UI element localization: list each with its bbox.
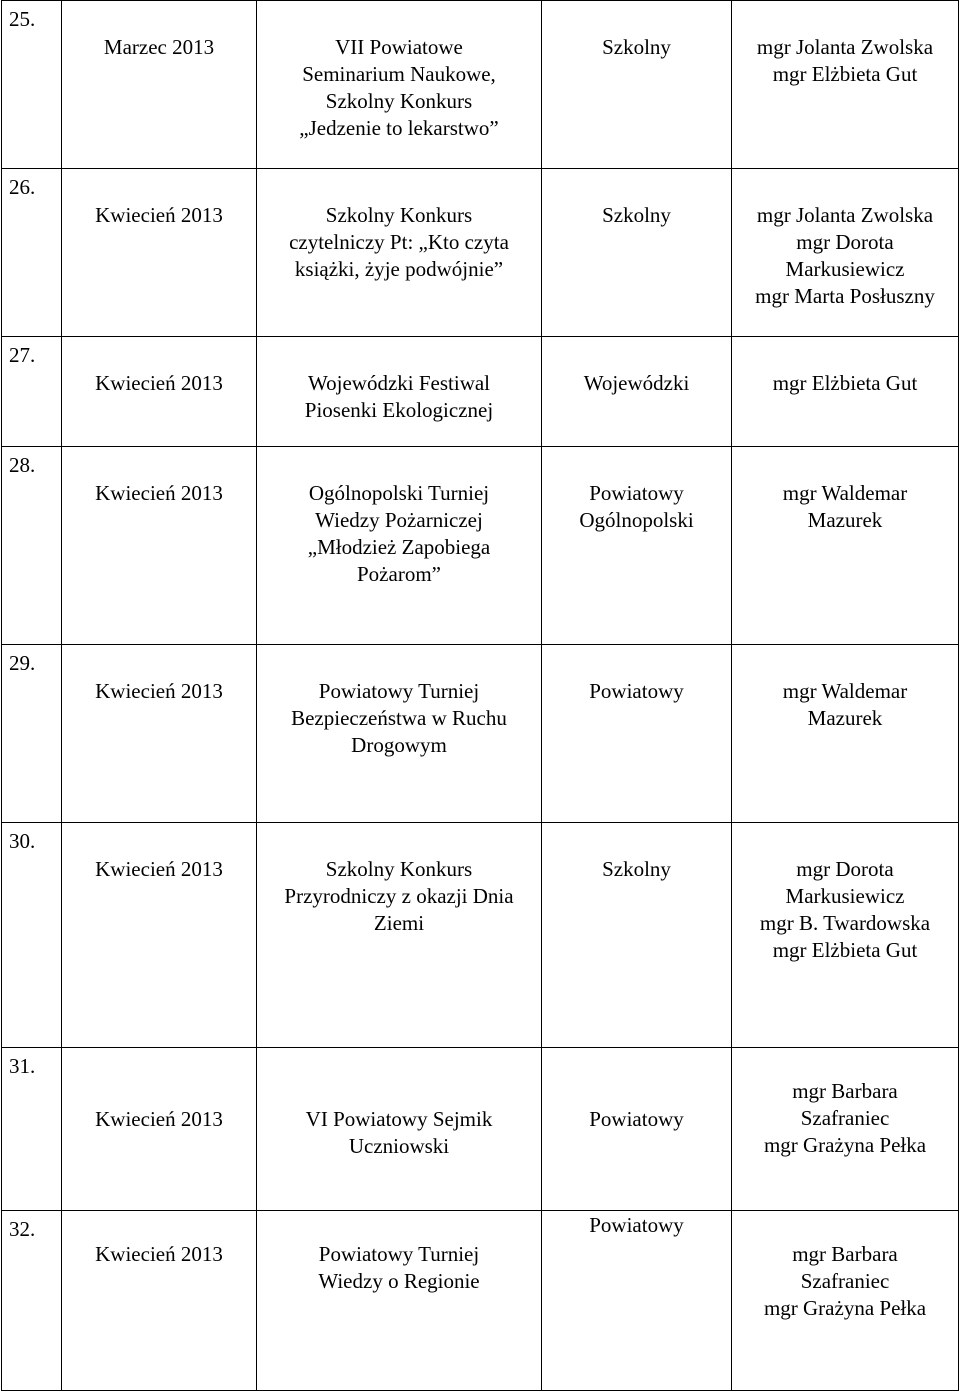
organizer-line: Markusiewicz bbox=[785, 257, 905, 281]
event-date bbox=[62, 645, 257, 823]
event-line: Bezpieczeństwa w Ruchu bbox=[291, 706, 507, 730]
event-scope bbox=[542, 1048, 732, 1211]
row-number: 27. bbox=[2, 337, 62, 447]
scope-line: Powiatowy bbox=[589, 481, 684, 505]
event-date bbox=[62, 823, 257, 1048]
event-organizers bbox=[732, 1, 959, 169]
organizer-line: mgr Marta Posłuszny bbox=[755, 284, 935, 308]
event-line: „Młodzież Zapobiega bbox=[307, 535, 491, 559]
event-line: Seminarium Naukowe, bbox=[302, 62, 496, 86]
event-title bbox=[257, 169, 542, 337]
table-row bbox=[2, 337, 959, 447]
date-line: Marzec 2013 bbox=[103, 35, 215, 59]
event-line: Powiatowy Turniej bbox=[318, 679, 480, 703]
table-row bbox=[2, 823, 959, 1048]
event-scope bbox=[542, 645, 732, 823]
table-row bbox=[2, 645, 959, 823]
organizer-line: mgr Jolanta Zwolska bbox=[756, 35, 934, 59]
event-date bbox=[62, 1, 257, 169]
date-line: Kwiecień 2013 bbox=[95, 679, 223, 703]
event-date bbox=[62, 447, 257, 645]
event-line: „Jedzenie to lekarstwo” bbox=[299, 116, 499, 140]
organizer-line: mgr Dorota bbox=[796, 857, 894, 881]
scope-line: Szkolny bbox=[602, 203, 671, 227]
event-organizers bbox=[732, 337, 959, 447]
event-date bbox=[62, 169, 257, 337]
event-line: Wiedzy o Regionie bbox=[318, 1269, 480, 1293]
event-line: Uczniowski bbox=[348, 1134, 450, 1158]
scope-line: Szkolny bbox=[602, 857, 671, 881]
event-line: Powiatowy Turniej bbox=[318, 1242, 480, 1266]
row-number: 29. bbox=[2, 645, 62, 823]
table-row bbox=[2, 169, 959, 337]
events-table bbox=[1, 0, 959, 1391]
event-title bbox=[257, 823, 542, 1048]
event-organizers bbox=[732, 823, 959, 1048]
row-number: 32. bbox=[2, 1211, 62, 1391]
row-number: 25. bbox=[2, 1, 62, 169]
event-organizers bbox=[732, 447, 959, 645]
organizer-line: mgr B. Twardowska bbox=[759, 911, 931, 935]
event-scope bbox=[542, 1, 732, 169]
date-line: Kwiecień 2013 bbox=[95, 203, 223, 227]
organizer-line: Mazurek bbox=[807, 706, 883, 730]
event-title bbox=[257, 1211, 542, 1391]
event-date bbox=[62, 1048, 257, 1211]
event-scope bbox=[542, 1211, 732, 1391]
event-line: czytelniczy Pt: „Kto czyta bbox=[289, 230, 509, 254]
event-title bbox=[257, 645, 542, 823]
event-date bbox=[62, 337, 257, 447]
table-row bbox=[2, 1211, 959, 1391]
organizer-line: Markusiewicz bbox=[785, 884, 905, 908]
event-title bbox=[257, 447, 542, 645]
event-scope bbox=[542, 169, 732, 337]
event-title bbox=[257, 1, 542, 169]
event-line: Wiedzy Pożarniczej bbox=[315, 508, 483, 532]
organizer-line: mgr Jolanta Zwolska bbox=[756, 203, 934, 227]
event-line: Drogowym bbox=[351, 733, 447, 757]
organizer-line: mgr Elżbieta Gut bbox=[772, 938, 918, 962]
event-line: VI Powiatowy Sejmik bbox=[305, 1107, 493, 1131]
scope-line: Powiatowy bbox=[589, 1107, 684, 1131]
organizer-line: mgr Elżbieta Gut bbox=[772, 62, 918, 86]
scope-line: Szkolny bbox=[602, 35, 671, 59]
event-organizers bbox=[732, 1048, 959, 1211]
table-row bbox=[2, 447, 959, 645]
event-scope bbox=[542, 337, 732, 447]
scope-line: Ogólnopolski bbox=[579, 508, 694, 532]
organizer-line: mgr Waldemar bbox=[782, 481, 908, 505]
row-number: 28. bbox=[2, 447, 62, 645]
event-line: VII Powiatowe bbox=[335, 35, 463, 59]
event-organizers bbox=[732, 1211, 959, 1391]
scope-line: Wojewódzki bbox=[583, 371, 690, 395]
event-date bbox=[62, 1211, 257, 1391]
event-line: Szkolny Konkurs bbox=[325, 89, 473, 113]
organizer-line: mgr Grażyna Pełka bbox=[763, 1133, 927, 1157]
organizer-line: mgr Grażyna Pełka bbox=[763, 1296, 927, 1320]
organizer-line: mgr Elżbieta Gut bbox=[772, 371, 918, 395]
organizer-line: mgr Waldemar bbox=[782, 679, 908, 703]
row-number: 31. bbox=[2, 1048, 62, 1211]
table-row bbox=[2, 1, 959, 169]
date-line: Kwiecień 2013 bbox=[95, 371, 223, 395]
row-number: 30. bbox=[2, 823, 62, 1048]
organizer-line: Mazurek bbox=[807, 508, 883, 532]
event-organizers bbox=[732, 169, 959, 337]
date-line: Kwiecień 2013 bbox=[95, 481, 223, 505]
table-row bbox=[2, 1048, 959, 1211]
scope-line: Powiatowy bbox=[589, 679, 684, 703]
events-table-body bbox=[2, 1, 959, 1391]
organizer-line: Szafraniec bbox=[800, 1269, 890, 1293]
organizer-line: mgr Barbara bbox=[792, 1242, 898, 1266]
organizer-line: mgr Barbara bbox=[792, 1079, 898, 1103]
event-line: książki, żyje podwójnie” bbox=[294, 257, 504, 281]
scope-line: Powiatowy bbox=[589, 1213, 684, 1237]
event-line: Wojewódzki Festiwal bbox=[307, 371, 491, 395]
date-line: Kwiecień 2013 bbox=[95, 857, 223, 881]
row-number: 26. bbox=[2, 169, 62, 337]
date-line: Kwiecień 2013 bbox=[95, 1242, 223, 1266]
event-scope bbox=[542, 823, 732, 1048]
event-title bbox=[257, 1048, 542, 1211]
organizer-line: mgr Dorota bbox=[796, 230, 894, 254]
event-line: Szkolny Konkurs bbox=[325, 857, 473, 881]
date-line: Kwiecień 2013 bbox=[95, 1107, 223, 1131]
event-line: Piosenki Ekologicznej bbox=[304, 398, 494, 422]
organizer-line: Szafraniec bbox=[800, 1106, 890, 1130]
event-line: Szkolny Konkurs bbox=[325, 203, 473, 227]
event-line: Ogólnopolski Turniej bbox=[308, 481, 490, 505]
event-scope bbox=[542, 447, 732, 645]
event-line: Pożarom” bbox=[357, 562, 441, 586]
event-line: Przyrodniczy z okazji Dnia bbox=[284, 884, 514, 908]
event-title bbox=[257, 337, 542, 447]
event-organizers bbox=[732, 645, 959, 823]
event-line: Ziemi bbox=[373, 911, 425, 935]
